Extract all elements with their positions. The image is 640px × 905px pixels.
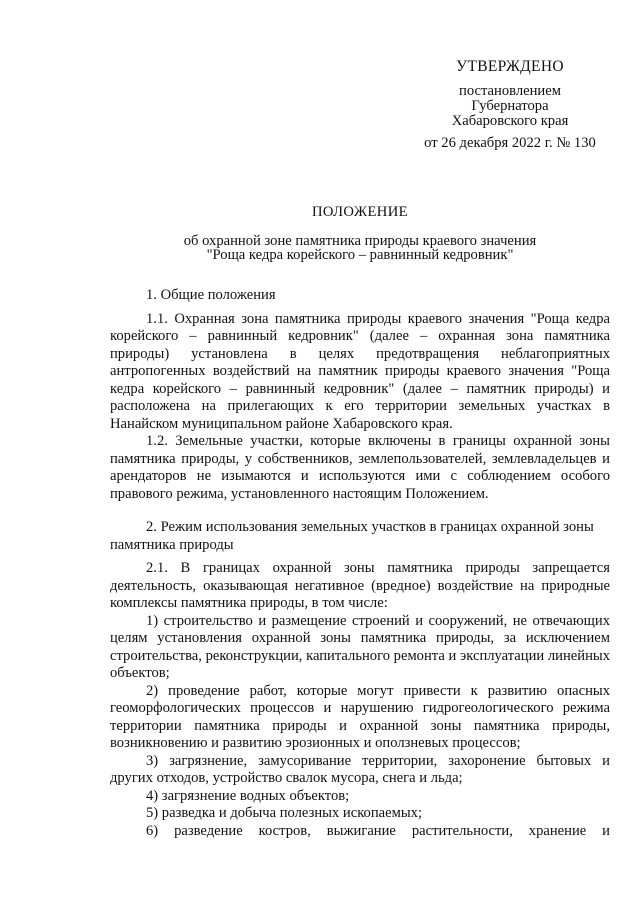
paragraph-2-1: 2.1. В границах охранной зоны памятника природы запрещается деятельность, оказывающая негативное (вредное) воздействие на природные комплексы памятника природы, в том числе: xyxy=(110,560,610,611)
document-body xyxy=(110,287,610,840)
list-item: 3) загрязнение, замусоривание территории, захоронение бытовых и других отходов, устройство свалок мусора, снега и льда; xyxy=(110,752,610,786)
list-item: 2) проведение работ, которые могут привести к развитию опасных геоморфологических процессов и нарушению гидрогеологического режима территории памятника природы и охранной зоны памятника природы, возникновению и развитию эрозионных и оползневых процессов; xyxy=(110,682,610,751)
section-2-heading: 2. Режим использования земельных участков в границах охранной зоны памятника природы xyxy=(110,519,594,553)
approval-stamp xyxy=(400,58,620,152)
section-1-heading: 1. Общие положения xyxy=(146,287,276,303)
document-subtitle-line-1: об охранной зоне памятника природы краевого значения xyxy=(183,232,537,249)
document-title: ПОЛОЖЕНИЕ xyxy=(311,204,408,220)
paragraph-1-1: 1.1. Охранная зона памятника природы краевого значения "Роща кедра корейского – равнинный кедровник" (далее – охранная зона памятника природы) установлена в целях предотвращения неблагоприятных антропогенных воздействий на памятник природы краевого значения "Роща кедра корейского – равнинный кедровник" (далее – памятник природы) и расположена на прилегающих к его территории земельных участках в Нанайском муниципальном районе Хабаровского края. xyxy=(110,310,610,432)
list-item: 1) строительство и размещение строений и сооружений, не отвечающих целям установления охранной зоны памятника природы, за исключением строительства, реконструкции, капитального ремонта и эксплуатации линейных объектов; xyxy=(110,612,610,681)
approval-line-3: Хабаровского края xyxy=(451,112,569,129)
approval-line-1: постановлением xyxy=(459,82,561,99)
list-item: 4) загрязнение водных объектов; xyxy=(146,787,350,804)
approval-date: от 26 декабря 2022 г. № 130 xyxy=(424,134,596,151)
approval-line-2: Губернатора xyxy=(471,97,549,114)
list-item: 6) разведение костров, выжигание растительности, хранение и xyxy=(146,822,610,839)
list-item: 5) разведка и добыча полезных ископаемых; xyxy=(146,805,422,821)
document-subtitle-line-2: "Роща кедра корейского – равнинный кедровник" xyxy=(206,246,514,263)
document-title-block xyxy=(110,204,610,262)
approval-heading: УТВЕРЖДЕНО xyxy=(456,58,564,75)
paragraph-1-2: 1.2. Земельные участки, которые включены в границы охранной зоны памятника природы, у собственников, землепользователей, землевладельцев и арендаторов не изымаются и используются ими с соблюдением особого правового режима, установленного настоящим Положением. xyxy=(110,433,610,502)
